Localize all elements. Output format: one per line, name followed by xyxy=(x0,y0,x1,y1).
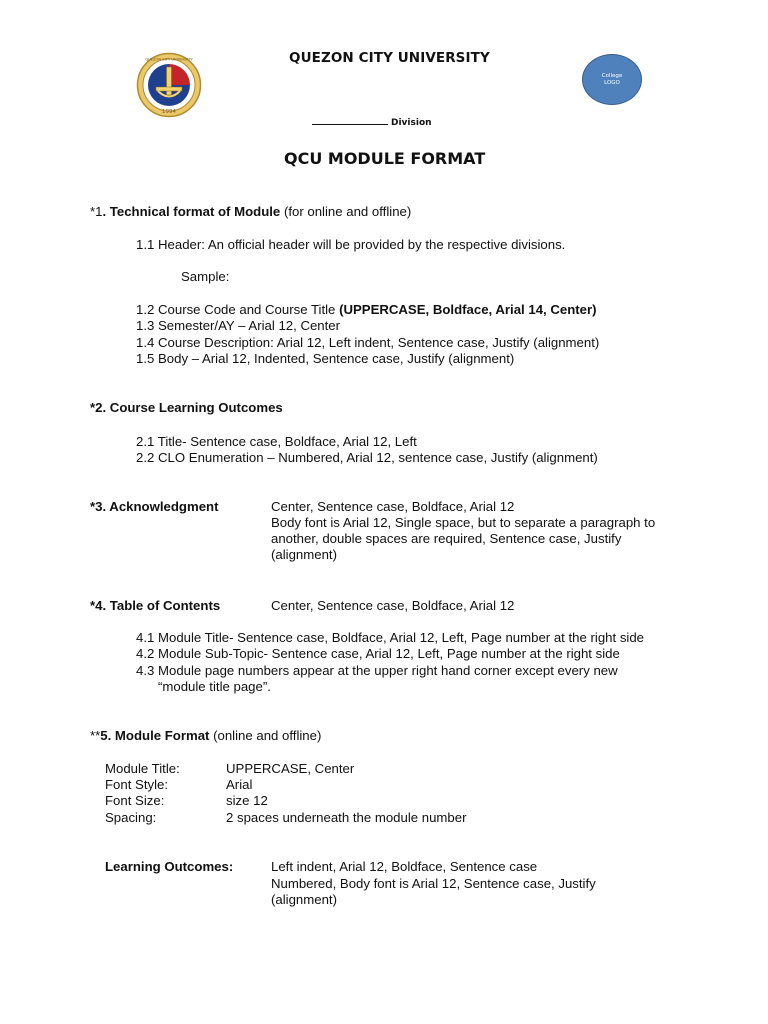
learning-outcomes-format: Left indent, Arial 12, Boldface, Sentence case xyxy=(271,859,538,874)
module-title-value: UPPERCASE, Center xyxy=(226,761,355,776)
college-logo-line2: LOGO xyxy=(604,79,620,86)
university-seal-logo xyxy=(136,52,202,118)
font-size-label: Font Size: xyxy=(105,793,165,808)
item-2-1: 2.1 Title- Sentence case, Boldface, Arial 12, Left xyxy=(136,434,417,449)
learning-outcomes-label: Learning Outcomes: xyxy=(105,859,234,874)
item-4-1: 4.1 Module Title- Sentence case, Boldface, Arial 12, Left, Page number at the right side xyxy=(136,630,645,645)
item-1-2: 1.2 Course Code and Course Title (UPPERCASE, Boldface, Arial 14, Center) xyxy=(136,302,597,317)
document-title: QCU MODULE FORMAT xyxy=(284,149,486,168)
item-4-2: 4.2 Module Sub-Topic- Sentence case, Arial 12, Left, Page number at the right side xyxy=(136,646,620,661)
acknowledgment-body: Body font is Arial 12, Single space, but to separate a paragraph to another, double spaces are required, Sentence case, Justify (alignment) xyxy=(271,515,656,563)
item-4-3: 4.3 Module page numbers appear at the upper right hand corner except every new xyxy=(136,663,618,678)
university-name: QUEZON CITY UNIVERSITY xyxy=(289,50,490,66)
division-label: Division xyxy=(391,118,432,128)
font-style-label: Font Style: xyxy=(105,777,169,792)
font-size-value: size 12 xyxy=(226,793,268,808)
division-line xyxy=(312,115,432,128)
division-blank xyxy=(312,115,388,125)
college-logo-line1: College xyxy=(601,72,623,79)
item-1-5: 1.5 Body – Arial 12, Indented, Sentence case, Justify (alignment) xyxy=(136,351,515,366)
item-1-1: 1.1 Header: An official header will be provided by the respective divisions. xyxy=(136,237,566,252)
item-4-3-cont: “module title page”. xyxy=(158,679,271,694)
spacing-value: 2 spaces underneath the module number xyxy=(226,810,467,825)
section-1-heading: *1. Technical format of Module (for online and offline) xyxy=(90,204,412,219)
college-logo-placeholder xyxy=(582,54,642,105)
section-2-heading: *2. Course Learning Outcomes xyxy=(90,400,283,415)
item-2-2: 2.2 CLO Enumeration – Numbered, Arial 12, sentence case, Justify (alignment) xyxy=(136,450,598,465)
spacing-label: Spacing: xyxy=(105,810,157,825)
sample-label: Sample: xyxy=(181,269,230,284)
section-4-heading: *4. Table of Contents xyxy=(90,598,221,613)
item-1-4: 1.4 Course Description: Arial 12, Left indent, Sentence case, Justify (alignment) xyxy=(136,335,600,350)
seal-text: QUEZON CITY UNIVERSITY xyxy=(145,57,193,62)
learning-outcomes-body: Numbered, Body font is Arial 12, Sentence case, Justify (alignment) xyxy=(271,876,596,908)
acknowledgment-format: Center, Sentence case, Boldface, Arial 12 xyxy=(271,499,515,514)
item-1-3: 1.3 Semester/AY – Arial 12, Center xyxy=(136,318,341,333)
font-style-value: Arial xyxy=(226,777,253,792)
section-3-heading: *3. Acknowledgment xyxy=(90,499,219,514)
seal-year: 1994 xyxy=(162,109,176,115)
section-5-heading: **5. Module Format (online and offline) xyxy=(90,728,322,743)
module-title-label: Module Title: xyxy=(105,761,180,776)
toc-format: Center, Sentence case, Boldface, Arial 12 xyxy=(271,598,515,613)
